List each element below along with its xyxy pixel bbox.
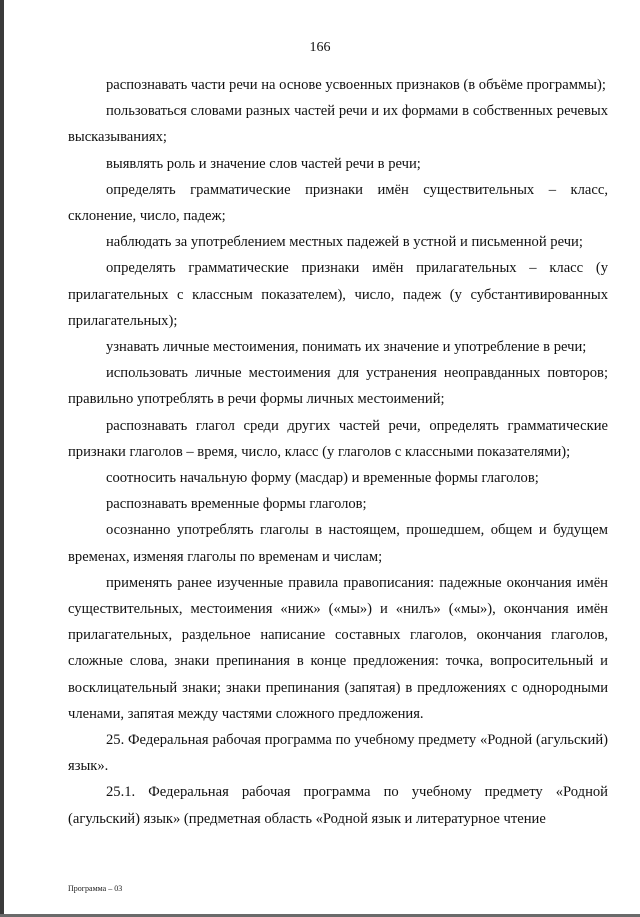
- footer-label: Программа – 03: [68, 884, 123, 893]
- paragraph-12: осознанно употреблять глаголы в настоящем, прошедшем, общем и будущем временах, изменяя глаголы по временам и числам;: [68, 522, 608, 565]
- page-number: 166: [309, 40, 331, 55]
- section-heading-25: 25. Федеральная рабочая программа по учебному предмету «Родной (агульский) язык».: [68, 732, 608, 775]
- paragraph-1: распознавать части речи на основе усвоенных признаков (в объёме программы);: [106, 77, 606, 93]
- paragraph-2: пользоваться словами разных частей речи и их формами в собственных речевых высказываниях;: [68, 103, 608, 146]
- paragraph-9: распознавать глагол среди других частей речи, определять грамматические признаки глаголов – время, число, класс (у глаголов с классными показателями);: [68, 417, 608, 460]
- section-heading-25-1: 25.1. Федеральная рабочая программа по учебному предмету «Родной (агульский) язык» (предметная область «Родной язык и литературное чтение: [68, 784, 608, 827]
- paragraph-13: применять ранее изученные правила правописания: падежные окончания имён существительных, местоимения «ниж» («мы») и «нилъ» («мы»), окончания имён прилагательных, раздельное написание составных глаголов, окончания глаголов, сложные слова, знаки препинания в конце предложения: точка, вопросительный и восклицательный знаки; знаки препинания (запятая) в предложениях с однородными членами, запятая между частями сложного предложения.: [68, 574, 608, 722]
- paragraph-11: распознавать временные формы глаголов;: [106, 496, 367, 513]
- paragraph-6: определять грамматические признаки имён прилагательных – класс (у прилагательных с классным показателем), число, падеж (у субстантивированных прилагательных);: [68, 260, 608, 329]
- paragraph-5: наблюдать за употреблением местных падежей в устной и письменной речи;: [106, 234, 583, 251]
- document-body: [68, 72, 608, 832]
- scan-left-edge: [0, 0, 4, 917]
- paragraph-7: узнавать личные местоимения, понимать их значение и употребление в речи;: [106, 339, 587, 356]
- paragraph-10: соотносить начальную форму (масдар) и временные формы глаголов;: [106, 470, 539, 487]
- paragraph-3: выявлять роль и значение слов частей речи в речи;: [106, 155, 421, 172]
- paragraph-8: использовать личные местоимения для устранения неоправданных повторов; правильно употреблять в речи формы личных местоимений;: [68, 365, 608, 408]
- paragraph-4: определять грамматические признаки имён существительных – класс, склонение, число, падеж;: [68, 181, 608, 225]
